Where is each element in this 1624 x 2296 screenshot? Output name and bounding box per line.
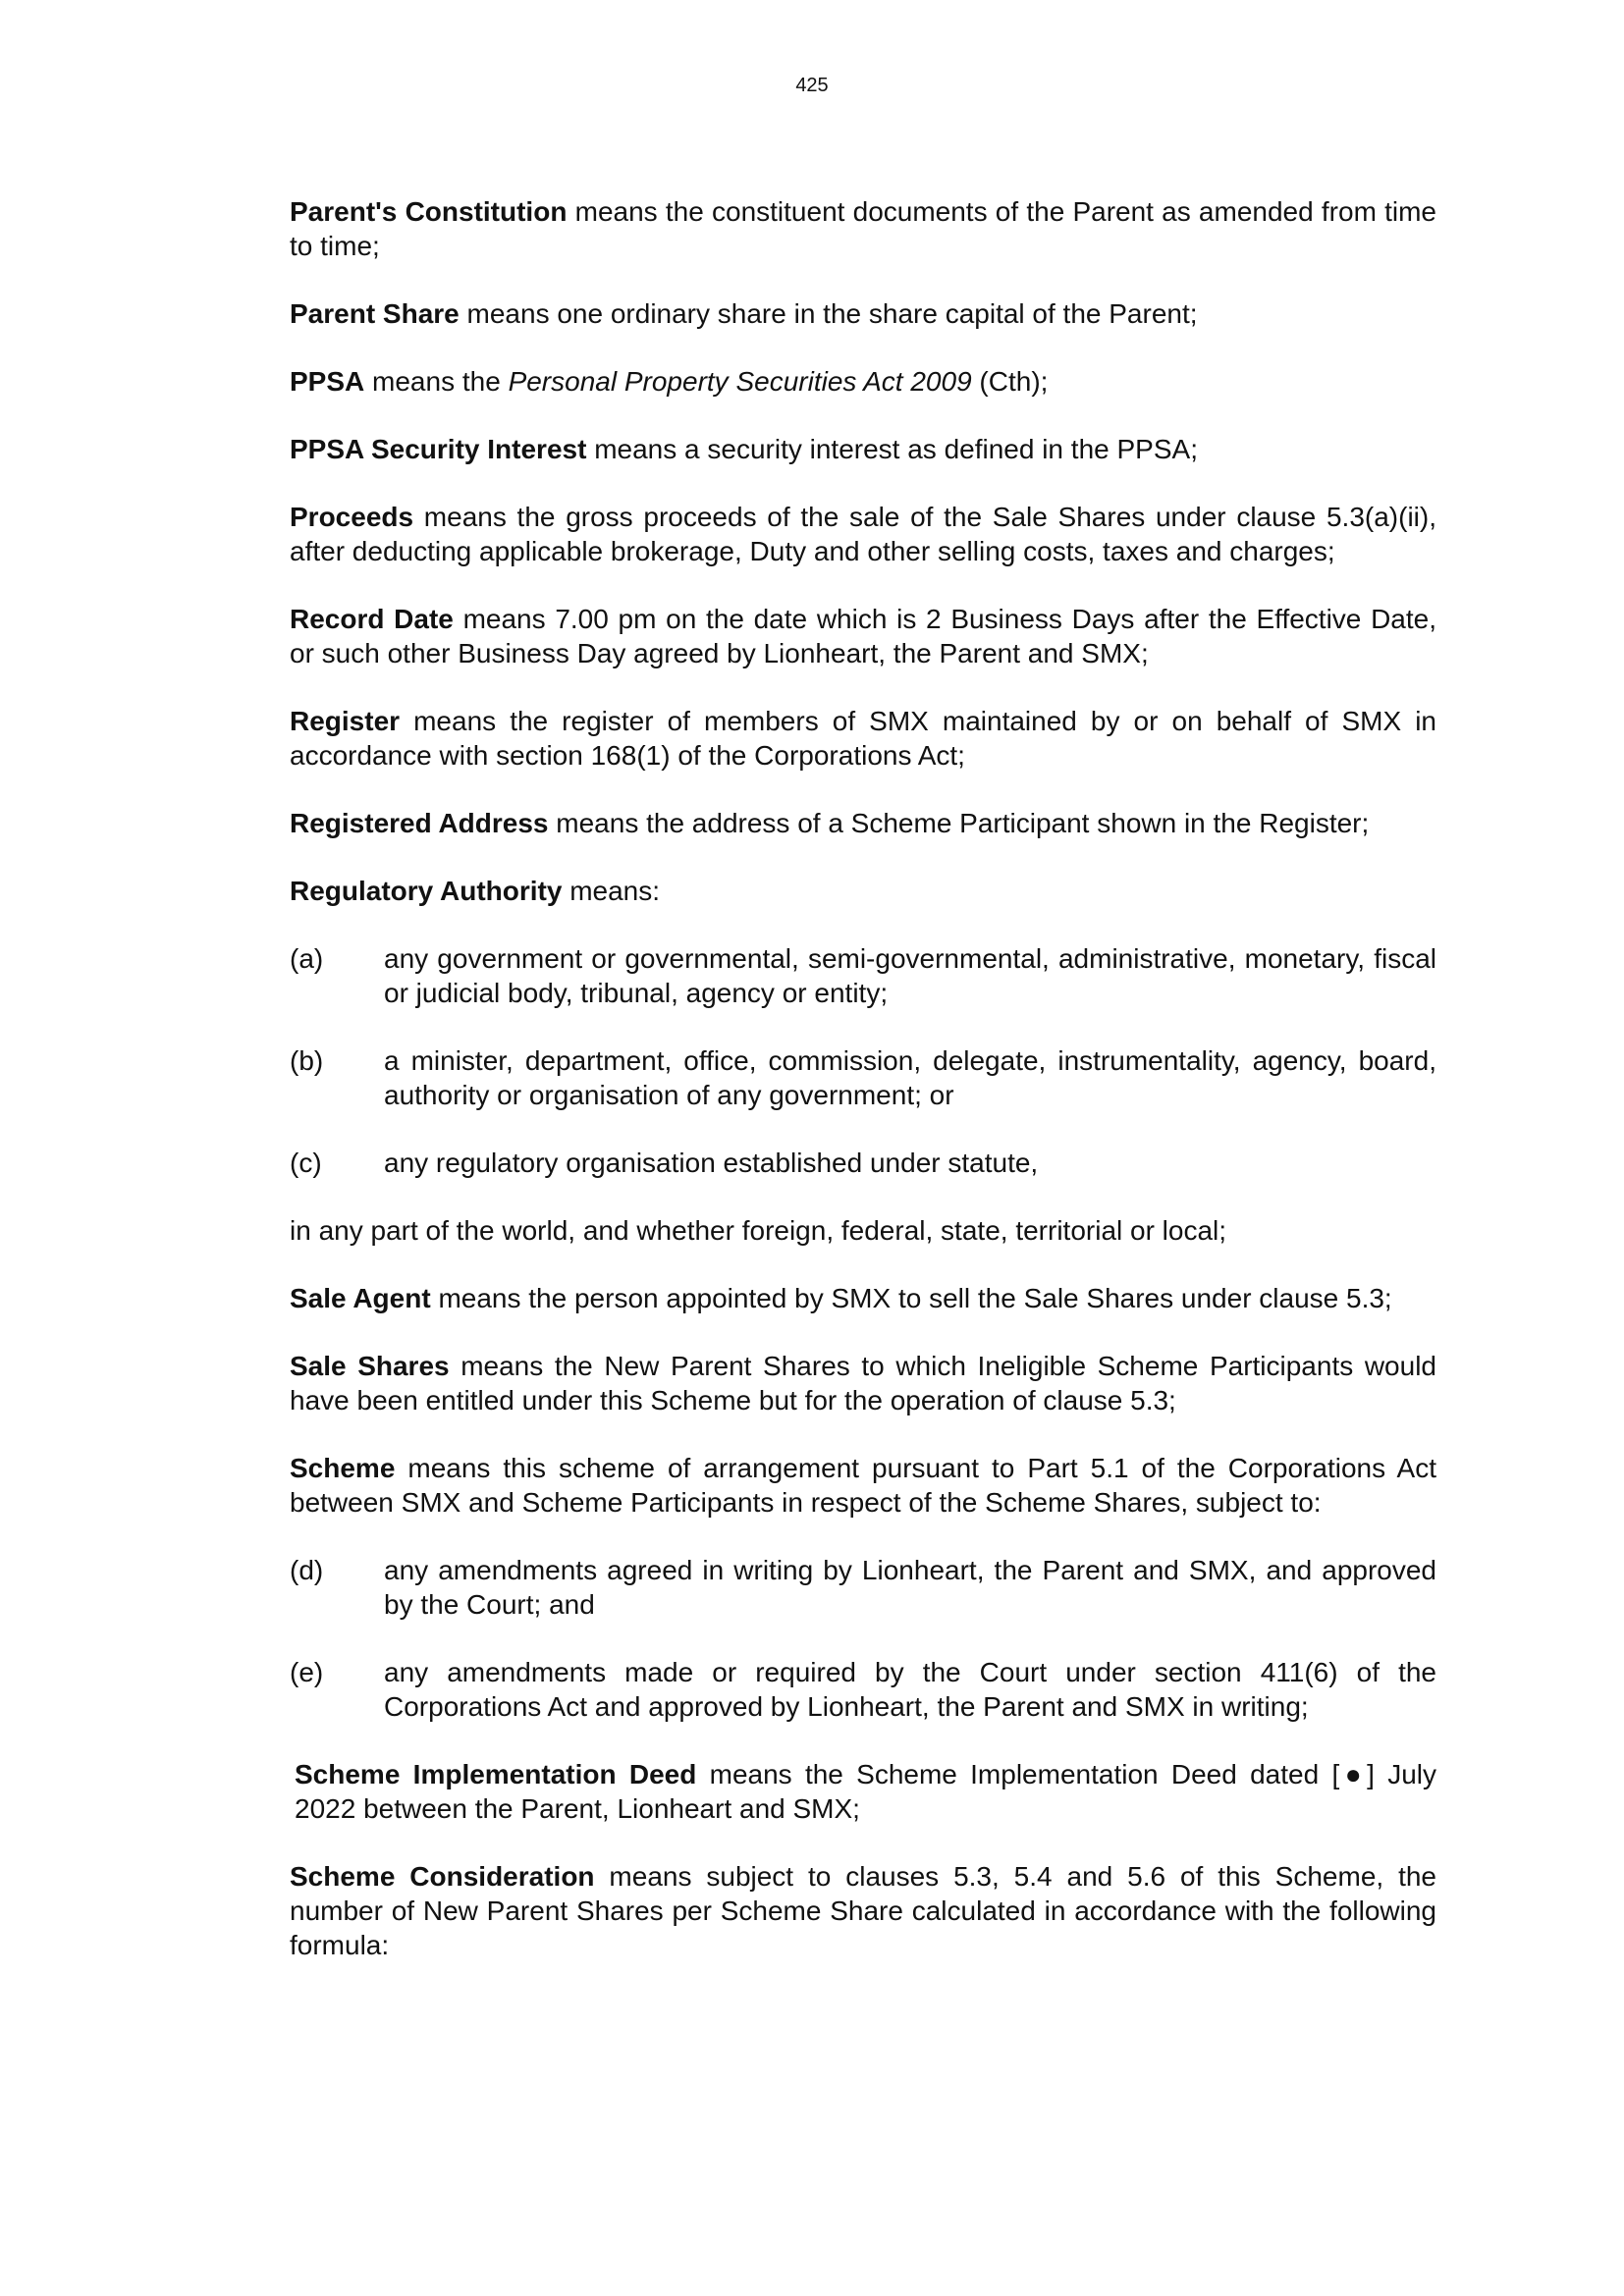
definition-text: means one ordinary share in the share capital of the Parent; bbox=[459, 298, 1198, 329]
list-item-label: (b) bbox=[290, 1045, 324, 1076]
list-item-text: any amendments made or required by the Court under section 411(6) of the Corporations Act and approved by Lionheart, the Parent and SMX in writing; bbox=[384, 1657, 1436, 1722]
defined-term: Scheme Implementation Deed bbox=[295, 1759, 697, 1789]
defined-term: Sale Shares bbox=[290, 1351, 450, 1381]
defined-term: Registered Address bbox=[290, 808, 549, 838]
list-item bbox=[290, 1043, 1436, 1112]
defined-term: Scheme bbox=[290, 1453, 396, 1483]
definition-text: means the address of a Scheme Participant shown in the Register; bbox=[548, 808, 1370, 838]
definition-record-date bbox=[290, 602, 1436, 670]
definition-text: means the bbox=[364, 366, 509, 397]
defined-term: Proceeds bbox=[290, 502, 414, 532]
defined-term: Sale Agent bbox=[290, 1283, 431, 1313]
definition-ppsa-security-interest bbox=[290, 432, 1436, 466]
act-title: Personal Property Securities Act 2009 bbox=[508, 366, 972, 397]
definition-text: means the constituent documents of the Parent as amended from time to time; bbox=[290, 196, 1436, 261]
definition-registered-address bbox=[290, 806, 1436, 840]
definition-scheme bbox=[290, 1451, 1436, 1520]
definition-parent-share bbox=[290, 296, 1436, 331]
definition-text: means subject to clauses 5.3, 5.4 and 5.6 of this Scheme, the number of New Parent Shares per Scheme Share calculated in accordance with the following formula: bbox=[290, 1861, 1436, 1960]
definitions-body bbox=[290, 194, 1436, 1996]
list-item-text: a minister, department, office, commission, delegate, instrumentality, agency, board, authority or organisation of any government; or bbox=[384, 1045, 1436, 1110]
defined-term: Parent's Constitution bbox=[290, 196, 568, 227]
definition-text: means the Scheme Implementation Deed dated [●] July 2022 between the Parent, Lionheart and SMX; bbox=[295, 1759, 1436, 1824]
definition-proceeds bbox=[290, 500, 1436, 568]
definition-sale-agent bbox=[290, 1281, 1436, 1315]
defined-term: Register bbox=[290, 706, 401, 736]
definition-text: means the person appointed by SMX to sell the Sale Shares under clause 5.3; bbox=[430, 1283, 1392, 1313]
definition-text: means the register of members of SMX maintained by or on behalf of SMX in accordance with section 168(1) of the Corporations Act; bbox=[290, 706, 1436, 771]
list-item-label: (e) bbox=[290, 1657, 324, 1687]
defined-term: PPSA Security Interest bbox=[290, 434, 587, 464]
definition-register bbox=[290, 704, 1436, 773]
defined-term: Parent Share bbox=[290, 298, 460, 329]
list-item-text: any amendments agreed in writing by Lionheart, the Parent and SMX, and approved by the Court; and bbox=[384, 1555, 1436, 1620]
regulatory-authority-tail: in any part of the world, and whether foreign, federal, state, territorial or local; bbox=[290, 1215, 1227, 1246]
list-item-label: (a) bbox=[290, 943, 324, 974]
definition-scheme-consideration bbox=[290, 1859, 1436, 1962]
definition-text: (Cth); bbox=[971, 366, 1049, 397]
list-item bbox=[290, 1553, 1436, 1622]
defined-term: Scheme Consideration bbox=[290, 1861, 595, 1892]
definition-text: means this scheme of arrangement pursuant to Part 5.1 of the Corporations Act between SMX and Scheme Participants in respect of the Scheme Shares, subject to: bbox=[290, 1453, 1436, 1518]
list-item bbox=[290, 1146, 1436, 1180]
list-item bbox=[290, 1655, 1436, 1724]
list-item-text: any government or governmental, semi-governmental, administrative, monetary, fiscal or judicial body, tribunal, agency or entity; bbox=[384, 943, 1436, 1008]
definition-parents-constitution bbox=[290, 194, 1436, 263]
definition-text: means: bbox=[562, 876, 661, 906]
defined-term: Record Date bbox=[290, 604, 454, 634]
definition-text: means the gross proceeds of the sale of the Sale Shares under clause 5.3(a)(ii), after deducting applicable brokerage, Duty and other selling costs, taxes and charges; bbox=[290, 502, 1436, 566]
definition-sale-shares bbox=[290, 1349, 1436, 1417]
definition-scheme-implementation-deed bbox=[295, 1757, 1436, 1826]
definition-text: means a security interest as defined in the PPSA; bbox=[586, 434, 1198, 464]
defined-term: Regulatory Authority bbox=[290, 876, 563, 906]
list-item-text: any regulatory organisation established under statute, bbox=[384, 1148, 1039, 1178]
definition-regulatory-authority bbox=[290, 874, 1436, 908]
list-item-label: (d) bbox=[290, 1555, 324, 1585]
definition-text: means the New Parent Shares to which Ineligible Scheme Participants would have been entitled under this Scheme but for the operation of clause 5.3; bbox=[290, 1351, 1436, 1415]
page-number: 425 bbox=[795, 75, 829, 96]
list-item bbox=[290, 941, 1436, 1010]
list-item-label: (c) bbox=[290, 1148, 322, 1178]
definition-ppsa bbox=[290, 364, 1436, 399]
definition-text: means 7.00 pm on the date which is 2 Business Days after the Effective Date, or such other Business Day agreed by Lionheart, the Parent and SMX; bbox=[290, 604, 1436, 668]
defined-term: PPSA bbox=[290, 366, 365, 397]
